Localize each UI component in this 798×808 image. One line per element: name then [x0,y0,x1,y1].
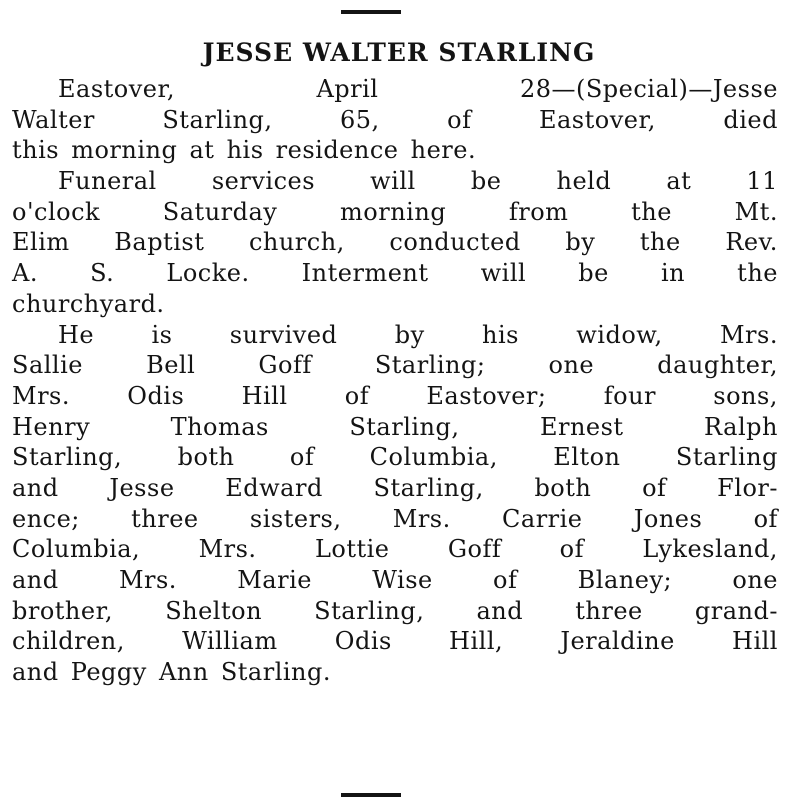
text-line: children, William Odis Hill, Jeraldine Hill [12,627,778,656]
text-line: Eastover, April 28—(Special)—Jesse [58,75,778,103]
text-line: o'clock Saturday morning from the Mt. [12,197,778,226]
text-line: Sallie Bell Goff Starling; one daughter, [12,351,778,380]
text-line: A. S. Locke. Interment will be in the [12,259,778,288]
text-line: Funeral services will be held at 11 [58,167,778,196]
text-line: and Mrs. Marie Wise of Blaney; one [12,566,778,594]
text-line: Walter Starling, 65, of Eastover, died [12,105,778,134]
text-line: this morning at his residence here. [12,136,477,165]
text-line: ence; three sisters, Mrs. Carrie Jones of [12,504,778,533]
text-line: and Peggy Ann Starling. [12,658,331,687]
text-line: brother, Shelton Starling, and three grand- [12,596,778,625]
text-line: Columbia, Mrs. Lottie Goff of Lykesland, [12,535,778,564]
article-body [12,74,778,688]
text-line: Elim Baptist church, conducted by the Rev. [12,228,778,257]
text-line: Mrs. Odis Hill of Eastover; four sons, [12,381,778,410]
top-rule-divider [341,10,401,14]
text-line: churchyard. [12,289,165,318]
text-line: and Jesse Edward Starling, both of Flor- [12,473,778,502]
bottom-rule-divider [341,793,401,797]
text-line: Starling, both of Columbia, Elton Starling [12,443,778,472]
headline: JESSE WALTER STARLING [202,38,596,67]
text-line: He is survived by his widow, Mrs. [58,320,778,349]
text-line: Henry Thomas Starling, Ernest Ralph [12,412,778,441]
